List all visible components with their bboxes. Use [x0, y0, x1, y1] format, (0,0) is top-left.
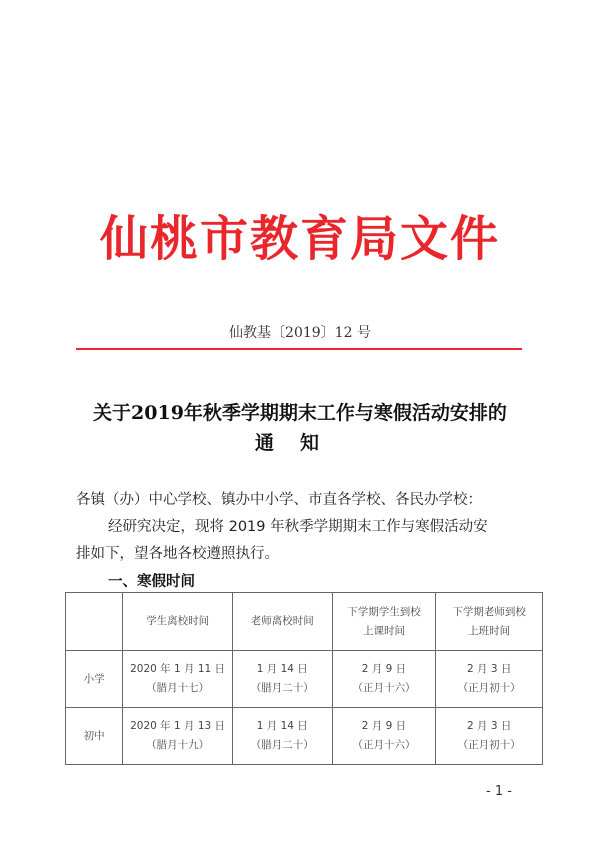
- table-cell: [332, 651, 436, 708]
- row-label-cell: 初中: [66, 708, 123, 765]
- cell-date: 2 月 3 日: [466, 720, 512, 732]
- section-heading-winter-break: 一、寒假时间: [108, 574, 195, 590]
- page-number: - 1 -: [486, 784, 512, 799]
- notice-title-line-1: 关于2019年秋季学期期末工作与寒假活动安排的: [93, 402, 507, 424]
- winter-break-schedule-table: [65, 592, 543, 765]
- table-cell: [123, 651, 233, 708]
- notice-title-line-2: 通知: [254, 432, 345, 454]
- table-header-row: [66, 593, 543, 651]
- body-paragraph-line-2: 排如下，望各地各校遵照执行。: [76, 546, 279, 562]
- table-cell: [436, 651, 543, 708]
- cell-lunar-date: （正月十六）: [352, 682, 416, 694]
- cell-date: 2020 年 1 月 11 日: [130, 663, 226, 675]
- cell-date: 2 月 9 日: [361, 663, 407, 675]
- cell-date: 1 月 14 日: [256, 720, 308, 732]
- header-text: 学生离校时间: [146, 615, 210, 627]
- cell-lunar-date: （正月初十）: [457, 682, 521, 694]
- header-text: 上课时间: [362, 624, 405, 637]
- header-text: 老师离校时间: [250, 615, 314, 627]
- cell-lunar-date: （腊月十九）: [146, 739, 210, 751]
- cell-lunar-date: （腊月二十）: [250, 682, 314, 694]
- header-text: 下学期老师到校: [452, 605, 526, 618]
- cell-lunar-date: （腊月十七）: [146, 682, 210, 694]
- table-header-cell: [123, 593, 233, 651]
- table-header-cell: [66, 593, 123, 651]
- table-cell: [332, 708, 436, 765]
- table-row: [66, 651, 543, 708]
- table-cell: [232, 708, 332, 765]
- cell-date: 1 月 14 日: [256, 663, 308, 675]
- table-row: [66, 708, 543, 765]
- table-header-cell: [232, 593, 332, 651]
- cell-lunar-date: （正月十六）: [352, 739, 416, 751]
- cell-date: 2 月 3 日: [466, 663, 512, 675]
- cell-date: 2020 年 1 月 13 日: [130, 720, 226, 732]
- row-label-cell: 小学: [66, 651, 123, 708]
- recipients-line: 各镇（办）中心学校、镇办中小学、市直各学校、各民办学校：: [76, 492, 482, 508]
- table-cell: [232, 651, 332, 708]
- issuing-authority-title: 仙桃市教育局文件: [99, 211, 500, 267]
- header-text: 上班时间: [468, 624, 511, 637]
- cell-date: 2 月 9 日: [361, 720, 407, 732]
- table-cell: [436, 708, 543, 765]
- cell-lunar-date: （正月初十）: [457, 739, 521, 751]
- table-cell: [123, 708, 233, 765]
- cell-lunar-date: （腊月二十）: [250, 739, 314, 751]
- table-header-cell: [436, 593, 543, 651]
- red-divider-line: [76, 348, 522, 350]
- document-number: 仙教基〔2019〕12 号: [229, 325, 371, 341]
- body-paragraph-line-1: 经研究决定，现将 2019 年秋季学期期末工作与寒假活动安: [108, 519, 488, 535]
- header-text: 下学期学生到校: [347, 605, 421, 618]
- table-header-cell: [332, 593, 436, 651]
